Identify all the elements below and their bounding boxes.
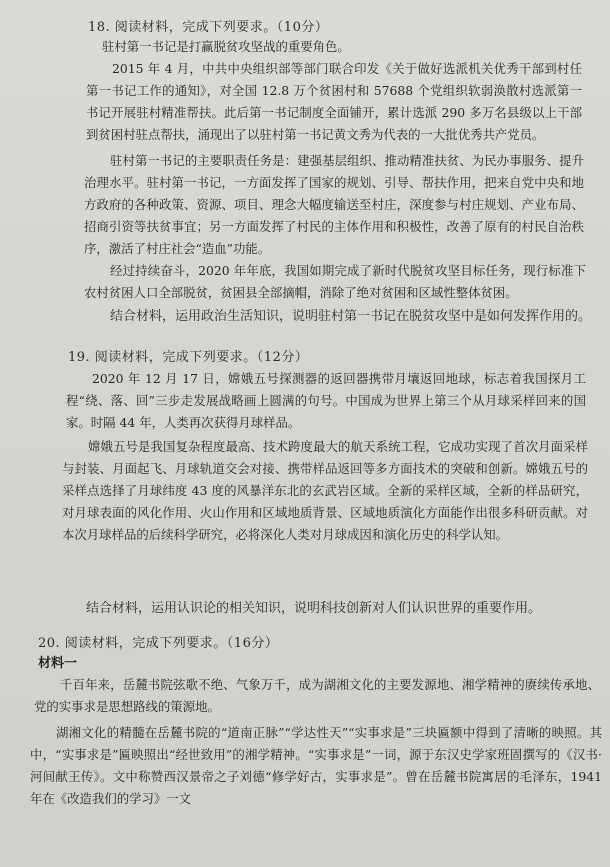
q19-task: 结合材料，运用认识论的相关知识，说明科技创新对人们认识世界的重要作用。: [86, 601, 542, 616]
q18-heading: 18. 阅读材料，完成下列要求。（10分）: [88, 20, 329, 35]
q20-heading: 20. 阅读材料，完成下列要求。（16分）: [38, 636, 279, 651]
q18-paragraph-2: 驻村第一书记的主要职责任务是：建强基层组织、推动精准扶贫、为民办事服务、提升治理水平。驻村第一书记，一方面发挥了国家的规划、引导、帮扶作用，把来自党中央和地方政府的各种政策、资源、项目、理念大幅度输送至村庄，深度参与村庄规划、产业布局、招商引资等扶贫事宜；另一方面发挥了村民的主体作用和积极性，改善了原有的村民自治秩序，激活了村庄社会“造血”功能。: [84, 153, 584, 256]
q19-paragraph-2: 嫦娥五号是我国复杂程度最高、技术跨度最大的航天系统工程，它成功实现了首次月面采样与封装、月面起飞、月球轨道交会对接、携带样品返回等多方面技术的突破和创新。嫦娥五号的采样点选择了月球纬度 43 度的风暴洋东北的玄武岩区域。全新的采样区域，全新的样品研究，对月球表面的风化作用、火山作用和区域地质背景、区域地质演化方面能作出很多科研贡献。对本次月球样品的后续科学研究，必将深化人类对月球成因和演化历史的科学认知。: [62, 439, 588, 542]
q18-paragraph-3: 经过持续奋斗，2020 年年底，我国如期完成了新时代脱贫攻坚目标任务，现行标准下农村贫困人口全部脱贫，贫困县全部摘帽，消除了绝对贫困和区域性整体贫困。: [84, 263, 586, 300]
q18-task: 结合材料，运用政治生活知识，说明驻村第一书记在脱贫攻坚中是如何发挥作用的。: [110, 309, 592, 324]
q20-paragraph-1: 千百年来，岳麓书院弦歌不绝、气象万千，成为湖湘文化的主要发源地、湘学精神的赓续传承地、党的实事求是思想路线的策源地。: [34, 677, 600, 714]
q18-intro: 驻村第一书记是打赢脱贫攻坚战的重要角色。: [102, 39, 350, 54]
q19-paragraph-1: 2020 年 12 月 17 日，嫦娥五号探测器的返回器携带月壤返回地球，标志着我国探月工程“绕、落、回”三步走发展战略画上圆满的句号。中国成为世界上第三个从月球采样回来的国家。时隔 44 年，人类再次获得月球样品。: [66, 371, 586, 430]
q20-paragraph-2: 湖湘文化的精髓在岳麓书院的“道南正脉”“学达性天”“实事求是”三块匾额中得到了清晰的映照。其中，“实事求是”匾映照出“经世致用”的湘学精神。“实事求是”一词，源于东汉史学家班固撰写的《汉书·河间献王传》。文中称赞西汉景帝之子刘德“修学好古，实事求是”。曾在岳麓书院寓居的毛泽东，1941 年在《改造我们的学习》一文: [30, 725, 602, 806]
q19-heading: 19. 阅读材料，完成下列要求。（12分）: [68, 350, 309, 365]
q20-material-label: 材料一: [38, 656, 78, 671]
q18-paragraph-1: 2015 年 4 月，中共中央组织部等部门联合印发《关于做好选派机关优秀干部到村任第一书记工作的通知》，对全国 12.8 万个贫困村和 57688 个党组织软弱涣散村选派第一书记开展驻村精准帮扶。此后第一书记制度全面铺开，累计选派 290 多万名县级以上干部到贫困村驻点帮扶，涌现出了以驻村第一书记黄文秀为代表的一大批优秀共产党员。: [86, 61, 582, 142]
